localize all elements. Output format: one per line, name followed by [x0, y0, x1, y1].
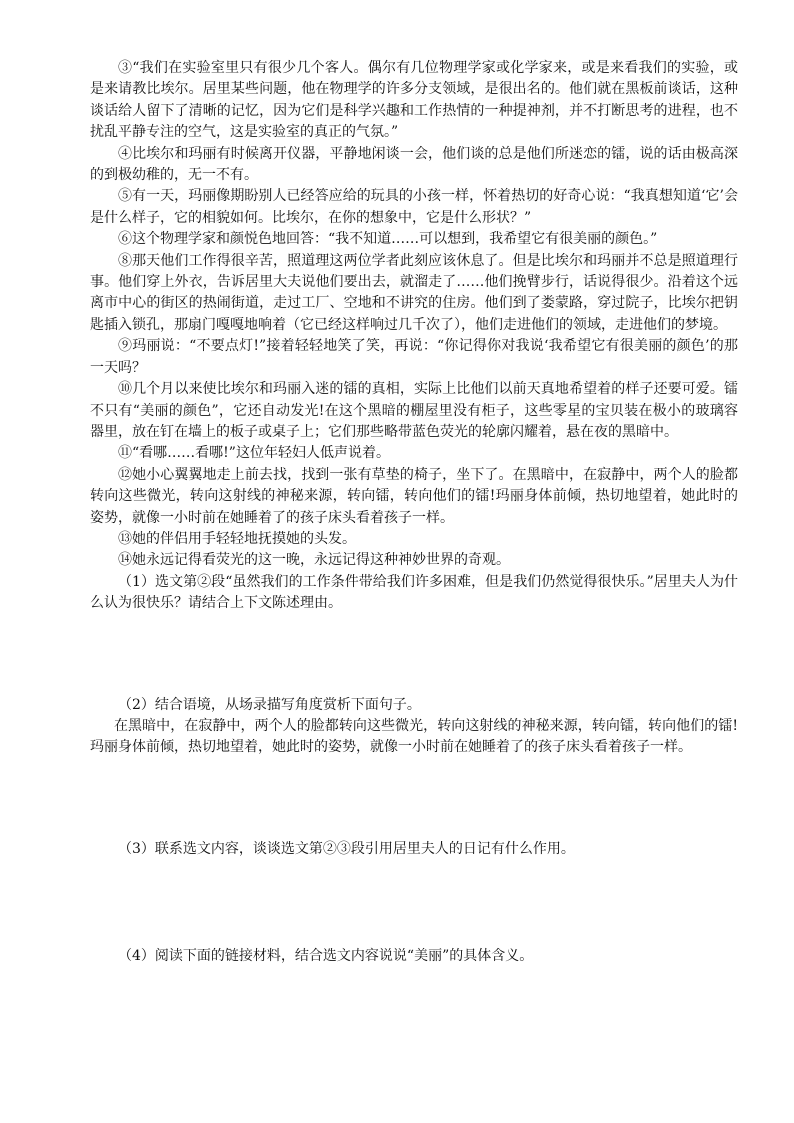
paragraph-11: ⑪“看哪……看哪!”这位年轻妇人低声说着。 — [118, 445, 390, 462]
answer-space-2 — [90, 759, 738, 839]
question-3: （3）联系选文内容，谈谈选文第②③段引用居里夫人的日记有什么作用。 — [118, 840, 575, 857]
question-1: （1）选文第②段“虽然我们的工作条件带给我们许多困难，但是我们仍然觉得很快乐。”居里夫人为什么认为很快乐？请结合上下文陈述理由。 — [90, 573, 738, 612]
paragraph-3: ③“我们在实验室里只有很少几个客人。偶尔有几位物理学家或化学家来，或是来看我们的实验，或是来请教比埃尔。居里某些问题，他在物理学的许多分支领域，是很出名的。他们就在黑板前谈话，这种谈话给人留下了清晰的记忆，因为它们是科学兴趣和工作热情的一种提神剂，并不打断思考的进程，也不扰乱平静专注的空气，这是实验室的真正的气氛。” — [90, 60, 738, 141]
question-2: （2）结合语境，从场录描写角度赏析下面句子。 — [118, 696, 421, 713]
paragraph-9: ⑨玛丽说：“不要点灯!”接着轻轻地笑了笑，再说：“你记得你对我说‘我希望它有很美丽的颜色’的那一天吗？ — [90, 338, 738, 376]
document-page — [90, 58, 738, 968]
paragraph-14: ⑭她永远记得看荧光的这一晚，永远记得这种神妙世界的奇观。 — [118, 552, 510, 569]
paragraph-8: ⑧那天他们工作得很辛苦，照道理这两位学者此刻应该休息了。但是比埃尔和玛丽并不总是照道理行事。他们穿上外衣，告诉居里大夫说他们要出去，就溜走了……他们挽臂步行，话说得很少。沿着这个远离市中心的街区的热闹街道，走过工厂、空地和不讲究的住房。他们到了娄蒙路，穿过院子，比埃尔把钥匙插入锁孔，那扇门嘎嘎地响着（它已经这样响过几千次了），他们走进他们的领域，走进他们的梦境。 — [90, 252, 738, 333]
paragraph-10: ⑩几个月以来使比埃尔和玛丽入迷的镭的真相，实际上比他们以前天真地希望着的样子还要可爱。镭不只有“美丽的颜色”，它还自动发光!在这个黑暗的棚屋里没有柜子，这些零星的宝贝装在极小的玻璃容器里，放在钉在墙上的板子或桌子上；它们那些略带蓝色荧光的轮廓闪耀着，悬在夜的黑暗中。 — [90, 381, 738, 440]
answer-space-3 — [90, 860, 738, 946]
paragraph-6: ⑥这个物理学家和颜悦色地回答：“我不知道……可以想到，我希望它有很美丽的颜色。” — [118, 231, 658, 248]
paragraph-12: ⑫她小心翼翼地走上前去找，找到一张有草垫的椅子，坐下了。在黑暗中，在寂静中，两个人的脸都转向这些微光，转向这射线的神秘来源，转向镭，转向他们的镭!玛丽身体前倾，热切地望着，她此时的姿势，就像一小时前在她睡着了的孩子床头看着孩子一样。 — [90, 466, 738, 526]
paragraph-5: ⑤有一天，玛丽像期盼别人已经答应给的玩具的小孩一样，怀着热切的好奇心说：“我真想知道‘它’会是什么样子，它的相貌如何。比埃尔，在你的想象中，它是什么形状？” — [90, 188, 738, 226]
answer-space-1 — [90, 615, 738, 695]
question-2-quote: 在黑暗中，在寂静中，两个人的脸都转向这些微光，转向这射线的神秘来源，转向镭，转向他们的镭!玛丽身体前倾，热切地望着，她此时的姿势，就像一小时前在她睡着了的孩子床头看着孩子一样。 — [90, 717, 738, 756]
question-4: （4）阅读下面的链接材料，结合选文内容说说“美丽”的具体含义。 — [118, 948, 534, 965]
paragraph-13: ⑬她的伴侣用手轻轻地抚摸她的头发。 — [118, 530, 356, 547]
paragraph-4: ④比埃尔和玛丽有时候离开仪器，平静地闲谈一会，他们谈的总是他们所迷恋的镭，说的话由极高深的到极幼稚的，无一不有。 — [90, 145, 738, 184]
